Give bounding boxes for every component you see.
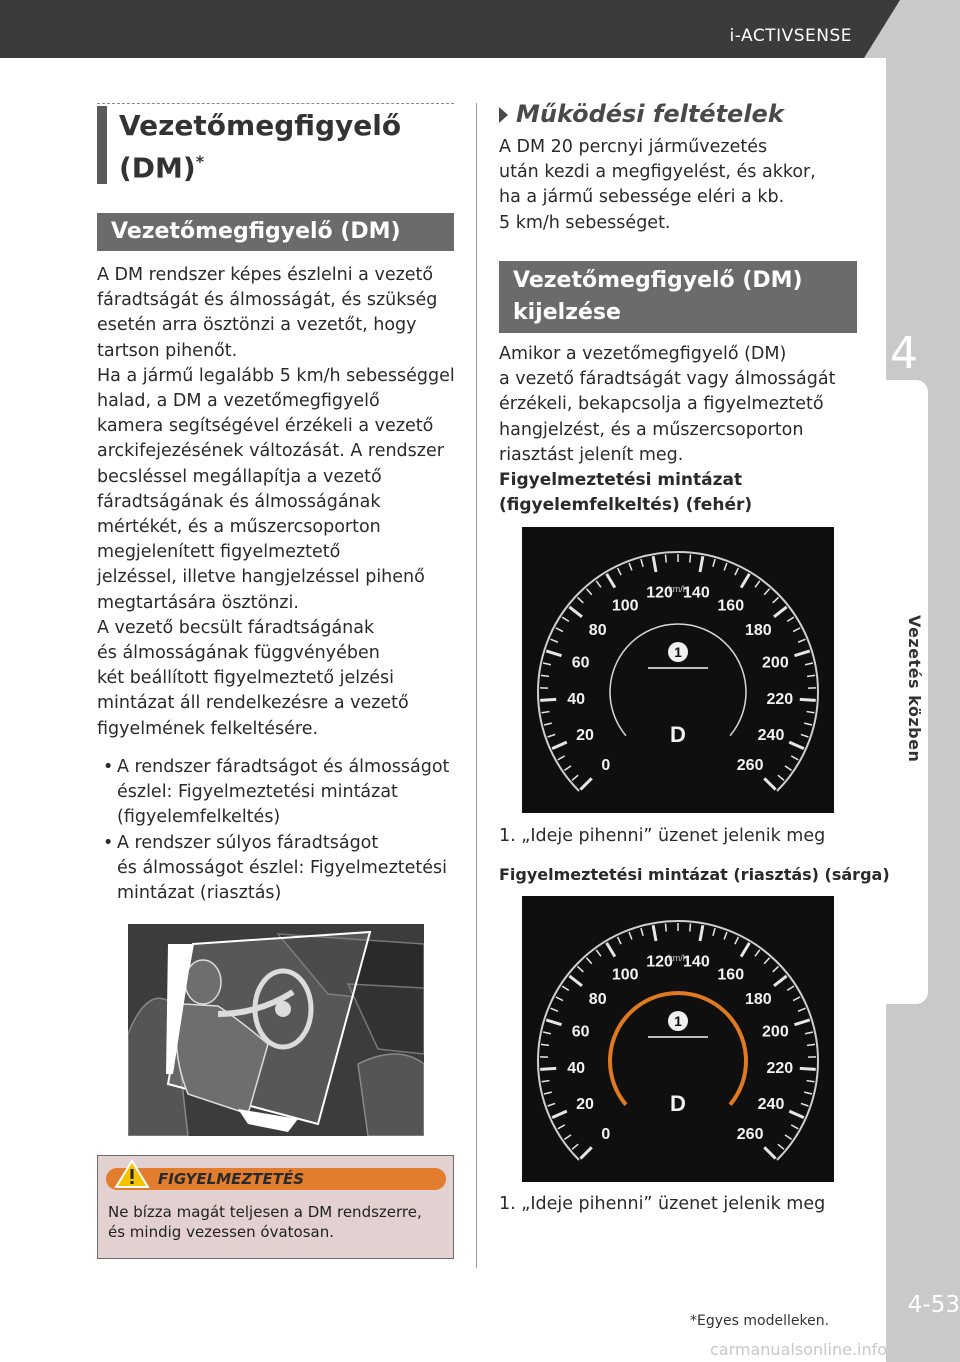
gauge-tick: [578, 966, 584, 971]
gauge-speed-label: 220: [766, 691, 794, 709]
pattern-2-title: Figyelmeztetési mintázat (riasztás) (sárga): [499, 865, 890, 884]
gauge-tick: [572, 1144, 578, 1149]
paragraph-line: A DM rendszer képes észlelni a vezető: [97, 265, 434, 285]
title-line-2: (DM): [119, 151, 196, 185]
warning-triangle-icon: [114, 1159, 150, 1189]
paragraph-line: halad, a DM a vezetőmegfigyelő: [97, 391, 380, 412]
gauge-tick: [713, 928, 715, 936]
gauge-speed-label: 200: [762, 654, 789, 672]
gauge-tick: [741, 943, 749, 957]
gauge-tick: [552, 742, 567, 749]
gauge-tick: [773, 966, 779, 971]
gauge-tick: [548, 734, 556, 737]
gauge-tick: [551, 639, 558, 642]
gauge-tick: [542, 712, 550, 713]
paragraph-line: megtartására ösztönzi.: [97, 592, 299, 613]
gauge-tick: [564, 1135, 571, 1140]
gauge-speed-label: 0: [601, 1126, 611, 1144]
gauge-inner-arc: [610, 993, 746, 1105]
paragraph-line: után kezdi a megfigyelést, és akkor,: [499, 162, 816, 183]
driver-illustration-svg: [128, 924, 424, 1136]
gauge-speed-label: 160: [717, 597, 745, 615]
gauge-speed-label: 240: [757, 1095, 785, 1113]
paragraph-line: két beállított figyelmeztető jelzési: [97, 668, 395, 689]
gauge-unit-label: km/h: [668, 953, 688, 963]
paragraph-line: Ha a jármű legalább 5 km/h sebességgel: [97, 365, 455, 386]
paragraph-line: becsléssel megállapítja a vezető: [97, 466, 382, 487]
gauge-tick: [690, 924, 691, 932]
page-title: [97, 103, 454, 184]
gauge-alert-yellow: [522, 896, 834, 1182]
gauge-speed-label: 180: [744, 622, 772, 640]
gauge-speed-label: 100: [611, 597, 639, 615]
list-item-line: és álmosságot észlel: Figyelmeztetési: [117, 857, 447, 878]
gauge-tick: [787, 617, 794, 621]
operating-conditions-heading: [499, 100, 784, 128]
gauge-speed-label: 20: [576, 726, 594, 744]
gauge-tick: [540, 699, 556, 700]
display-heading: [499, 261, 857, 333]
operating-conditions-text: [499, 135, 859, 236]
gauge-tick: [804, 1092, 812, 1094]
gauge-tick: [755, 581, 760, 587]
gauge-tick: [700, 556, 703, 572]
gauge-tick: [789, 1111, 804, 1118]
gauge-tick: [562, 986, 569, 990]
gauge-tick: [774, 976, 787, 986]
gauge-tick: [804, 723, 812, 725]
list-item-line: A rendszer súlyos fáradtságot: [117, 832, 379, 853]
gauge-tick: [653, 925, 656, 941]
title-footnote-mark: *: [195, 152, 205, 171]
gauge-unit-label: km/h: [668, 584, 688, 594]
gauge-tick: [552, 1111, 567, 1118]
gauge-tick: [800, 1068, 816, 1069]
gauge-speed-label: 60: [571, 654, 590, 672]
column-divider: [476, 103, 477, 1268]
gauge-speed-label: 0: [601, 757, 611, 775]
gauge-tick: [778, 1144, 784, 1149]
pattern-bullet-list: [99, 755, 459, 906]
caption-2: 1. „Ideje pihenni” üzenet jelenik meg: [499, 1194, 826, 1214]
gauge-speed-label: 220: [766, 1060, 794, 1078]
gauge-tick: [641, 559, 643, 567]
warning-line: és mindig vezessen óvatosan.: [108, 1223, 335, 1241]
gauge-tick: [798, 1008, 805, 1011]
gauge-tick: [543, 663, 551, 665]
gauge-speed-label: 120: [646, 953, 673, 971]
paragraph-line: mértékét, és a műszercsoporton: [97, 517, 381, 538]
paragraph-line: a vezető fáradtságát vagy álmosságát: [499, 369, 836, 390]
section-title: i-ACTIVSENSE: [729, 26, 852, 46]
paragraph-line: és álmosságának függvényében: [97, 643, 380, 664]
bullet-dot: •: [103, 832, 114, 853]
gauge-tick: [794, 1020, 809, 1025]
footnote: *Egyes modelleken.: [690, 1313, 830, 1329]
gauge-tick: [735, 937, 739, 944]
callout-marker-number: 1: [674, 644, 682, 660]
gauge-tick: [546, 651, 561, 656]
gauge-tick: [773, 597, 779, 602]
list-item-line: észlel: Figyelmeztetési mintázat: [117, 782, 398, 803]
speedometer-yellow: [522, 896, 834, 1182]
gauge-speed-label: 20: [576, 1095, 594, 1113]
gauge-tick: [618, 937, 622, 944]
paragraph-line: kamera segítségével érzékeli a vezető: [97, 416, 434, 437]
gauge-tick: [793, 628, 800, 632]
display-heading-line-2: kijelzése: [513, 300, 621, 325]
gauge-speed-label: 260: [736, 1126, 764, 1144]
gauge-speed-label: 180: [744, 991, 772, 1009]
display-heading-line-1: Vezetőmegfigyelő (DM): [513, 268, 803, 293]
gauge-tick: [541, 1044, 549, 1045]
gauge-speed-label: 60: [571, 1023, 590, 1041]
caption-1: 1. „Ideje pihenni” üzenet jelenik meg: [499, 826, 826, 846]
list-item: [99, 755, 459, 831]
gauge-tick: [558, 756, 565, 760]
paragraph-line: fáradtságának és álmosságának: [97, 491, 381, 512]
paragraph-line: riasztást jelenít meg.: [499, 444, 684, 465]
warning-title: FIGYELMEZTETÉS: [158, 1170, 305, 1188]
page-number: 4-53: [907, 1292, 960, 1318]
gauge-tick: [774, 607, 787, 617]
callout-marker-number: 1: [674, 1013, 682, 1029]
gauge-tick: [607, 574, 615, 588]
warning-box: [97, 1155, 454, 1259]
gauge-tick: [666, 555, 667, 563]
gauge-tick: [607, 943, 615, 957]
bullet-dot: •: [103, 757, 114, 777]
gauge-tick: [787, 986, 794, 990]
gauge-tick: [653, 556, 656, 572]
gauge-tick: [558, 1125, 565, 1129]
gauge-speed-label: 160: [717, 966, 745, 984]
gauge-tick: [801, 734, 809, 737]
display-description: [499, 342, 859, 468]
pattern-1-title: [499, 468, 752, 518]
gauge-tick: [569, 607, 582, 617]
gauge-speed-label: 40: [567, 691, 586, 709]
warning-text: [108, 1202, 448, 1242]
gauge-speed-label: 80: [588, 622, 607, 640]
gauge-tick: [778, 775, 784, 780]
section-heading: Vezetőmegfigyelő (DM): [97, 213, 454, 251]
gauge-tick: [541, 675, 549, 676]
gauge-tick: [569, 976, 582, 986]
paragraph-line: arckifejezésének változását. A rendszer: [97, 441, 444, 462]
gauge-tick: [764, 589, 769, 595]
gauge-speed-label: 240: [757, 726, 785, 744]
page-title-text: [119, 108, 401, 186]
gauge-speed-label: 120: [646, 584, 673, 602]
gear-indicator: D: [670, 722, 686, 747]
gauge-tick: [562, 617, 569, 621]
gauge-tick: [572, 775, 578, 780]
paragraph-line: jelzéssel, illetve hangjelzéssel pihenő: [97, 567, 425, 588]
paragraph-line: 5 km/h sebességet.: [499, 212, 671, 233]
gauge-tick: [798, 639, 805, 642]
gauge-tick: [800, 699, 816, 700]
gauge-tick: [586, 958, 591, 964]
gauge-tick: [805, 1032, 813, 1034]
paragraph-line: Amikor a vezetőmegfigyelő (DM): [499, 344, 787, 364]
gauge-speed-label: 80: [588, 991, 607, 1009]
gauge-tick: [548, 1103, 556, 1106]
gauge-tick: [629, 563, 632, 570]
gauge-inner-arc: [610, 624, 746, 736]
gauge-speed-label: 200: [762, 1023, 789, 1041]
gauge-tick: [791, 1125, 798, 1129]
gauge-tick: [805, 663, 813, 665]
gauge-tick: [596, 581, 601, 587]
paragraph-line: figyelmének felkeltésére.: [97, 718, 319, 739]
gauge-tick: [793, 997, 800, 1001]
operating-conditions-title: Működési feltételek: [516, 100, 784, 128]
gauge-tick: [764, 778, 775, 789]
heading-marker-icon: [499, 107, 508, 123]
gauge-tick: [641, 928, 643, 936]
gauge-tick: [764, 958, 769, 964]
paragraph-line: A DM 20 percnyi járművezetés: [499, 137, 768, 157]
gauge-tick: [544, 1092, 552, 1094]
paragraph-line: hangjelzést, és a műszercsoporton: [499, 419, 804, 440]
gauge-tick: [807, 675, 815, 676]
gauge-tick: [690, 555, 691, 563]
gauge-tick: [586, 589, 591, 595]
gauge-tick: [618, 568, 622, 575]
chapter-title: Vezetés közben: [905, 615, 924, 763]
list-item-line: mintázat (riasztás): [117, 883, 282, 904]
title-bar-decoration: [97, 106, 107, 184]
gauge-tick: [724, 932, 727, 939]
gauge-tick: [629, 932, 632, 939]
gauge-tick: [807, 1081, 815, 1082]
gauge-tick: [791, 756, 798, 760]
gauge-tick: [596, 950, 601, 956]
top-bar: [0, 0, 960, 58]
gauge-tick: [556, 628, 563, 632]
pattern-1-title-line-1: Figyelmeztetési mintázat: [499, 470, 743, 490]
gauge-tick: [542, 1081, 550, 1082]
list-item-line: A rendszer fáradtságot és álmosságot: [117, 757, 450, 777]
gauge-tick: [801, 1103, 809, 1106]
pattern-1-title-line-2: (figyelemfelkeltés) (fehér): [499, 495, 753, 515]
gauge-tick: [544, 723, 552, 725]
gauge-tick: [578, 597, 584, 602]
gauge-attention-white: [522, 527, 834, 813]
gauge-tick: [764, 1147, 775, 1158]
paragraph-line: esetén arra ösztönzi a vezetőt, hogy: [97, 315, 417, 336]
paragraph-line: tartson pihenőt.: [97, 340, 238, 361]
gauge-speed-label: 260: [736, 757, 764, 775]
paragraph-line: fáradtságát és álmosságát, és szükség: [97, 290, 438, 311]
paragraph-line: A vezető becsült fáradtságának: [97, 617, 375, 638]
gauge-tick: [700, 925, 703, 941]
gauge-tick: [540, 1068, 556, 1069]
gauge-tick: [713, 559, 715, 567]
gauge-tick: [546, 1020, 561, 1025]
gauge-tick: [755, 950, 760, 956]
list-item-line: (figyelemfelkeltés): [117, 807, 281, 828]
gauge-tick: [741, 574, 749, 588]
gauge-tick: [580, 1147, 591, 1158]
gauge-tick: [551, 1008, 558, 1011]
watermark: carmanualsonline.info: [710, 1340, 888, 1359]
gauge-tick: [807, 1044, 815, 1045]
title-line-1: Vezetőmegfigyelő: [119, 109, 402, 142]
paragraph-line: érzékeli, bekapcsolja a figyelmeztető: [499, 394, 824, 415]
gear-indicator: D: [670, 1091, 686, 1116]
chapter-number: 4: [890, 328, 918, 379]
speedometer-white: [522, 527, 834, 813]
intro-paragraph: [97, 263, 467, 742]
paragraph-line: mintázat áll rendelkezésre a vezető: [97, 693, 409, 714]
gauge-tick: [580, 778, 591, 789]
paragraph-line: ha a jármű sebessége eléri a kb.: [499, 187, 785, 208]
gauge-tick: [794, 651, 809, 656]
gauge-speed-label: 40: [567, 1060, 586, 1078]
paragraph-line: megjelenített figyelmeztető: [97, 542, 341, 563]
gauge-tick: [785, 766, 792, 771]
driver-monitoring-illustration: [128, 924, 424, 1136]
gauge-speed-label: 140: [683, 953, 710, 971]
gauge-tick: [543, 1032, 551, 1034]
gauge-tick: [789, 742, 804, 749]
gauge-tick: [807, 712, 815, 713]
list-item: [99, 831, 459, 907]
gauge-tick: [724, 563, 727, 570]
gauge-tick: [564, 766, 571, 771]
gauge-tick: [556, 997, 563, 1001]
gauge-tick: [735, 568, 739, 575]
gauge-tick: [785, 1135, 792, 1140]
gauge-tick: [666, 924, 667, 932]
gauge-speed-label: 140: [683, 584, 710, 602]
warning-line: Ne bízza magát teljesen a DM rendszerre,: [108, 1203, 422, 1221]
gauge-speed-label: 100: [611, 966, 639, 984]
